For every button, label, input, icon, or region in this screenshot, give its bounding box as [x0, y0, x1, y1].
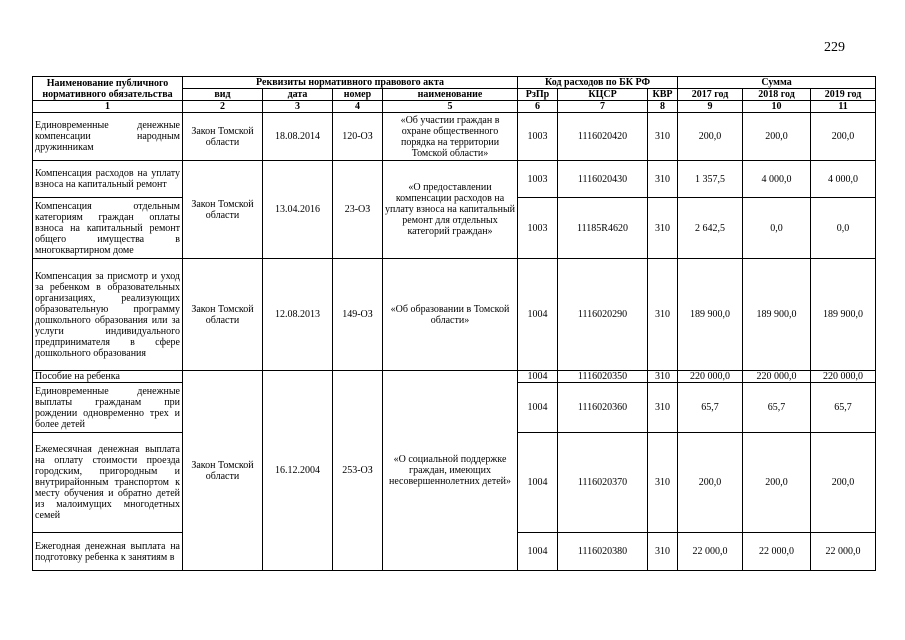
kvr-cell: 310 [648, 259, 678, 371]
rzpr-cell: 1004 [518, 259, 558, 371]
col-number: 8 [648, 101, 678, 113]
sum-2019: 4 000,0 [811, 161, 876, 198]
kcsr-cell: 1116020370 [558, 433, 648, 533]
header-act-title: наименование [383, 89, 518, 101]
col-number: 10 [743, 101, 811, 113]
act-number: 253-ОЗ [333, 371, 383, 571]
sum-2017: 1 357,5 [678, 161, 743, 198]
header-2017: 2017 год [678, 89, 743, 101]
kvr-cell: 310 [648, 113, 678, 161]
act-number: 23-ОЗ [333, 161, 383, 259]
rzpr-cell: 1003 [518, 198, 558, 259]
sum-2018: 65,7 [743, 383, 811, 433]
kvr-cell: 310 [648, 161, 678, 198]
obligation-name: Единовременные денежные выплаты гражданам при рождении одновременно трех и более детей [33, 383, 183, 433]
sum-2018: 220 000,0 [743, 371, 811, 383]
act-kind: Закон Томской области [183, 161, 263, 259]
kvr-cell: 310 [648, 198, 678, 259]
col-number: 4 [333, 101, 383, 113]
header-sum-group: Сумма [678, 77, 876, 89]
act-kind: Закон Томской области [183, 113, 263, 161]
obligation-name: Ежемесячная денежная выплата на оплату стоимости проезда городским, пригородным и внутрирайонным транспортом к месту обучения и обратно детей из малоимущих многодетных семей [33, 433, 183, 533]
kcsr-cell: 1116020290 [558, 259, 648, 371]
rzpr-cell: 1004 [518, 371, 558, 383]
obligation-name: Пособие на ребенка [33, 371, 183, 383]
kvr-cell: 310 [648, 533, 678, 571]
kvr-cell: 310 [648, 371, 678, 383]
obligation-name: Компенсация расходов на уплату взноса на капитальный ремонт [33, 161, 183, 198]
obligation-name: Ежегодная денежная выплата на подготовку ребенка к занятиям в [33, 533, 183, 571]
kcsr-cell: 1116020430 [558, 161, 648, 198]
sum-2017: 220 000,0 [678, 371, 743, 383]
rzpr-cell: 1003 [518, 113, 558, 161]
kcsr-cell: 1116020380 [558, 533, 648, 571]
header-act-date: дата [263, 89, 333, 101]
sum-2019: 189 900,0 [811, 259, 876, 371]
header-kcsr: КЦСР [558, 89, 648, 101]
act-number: 149-ОЗ [333, 259, 383, 371]
act-title: «Об образовании в Томской области» [383, 259, 518, 371]
header-code-group: Код расходов по БК РФ [518, 77, 678, 89]
col-number: 11 [811, 101, 876, 113]
col-number: 3 [263, 101, 333, 113]
act-date: 16.12.2004 [263, 371, 333, 571]
act-date: 12.08.2013 [263, 259, 333, 371]
kcsr-cell: 11185R4620 [558, 198, 648, 259]
sum-2018: 189 900,0 [743, 259, 811, 371]
header-obligation: Наименование публичного нормативного обязательства [33, 77, 183, 101]
kcsr-cell: 1116020420 [558, 113, 648, 161]
sum-2017: 22 000,0 [678, 533, 743, 571]
header-act-group: Реквизиты нормативного правового акта [183, 77, 518, 89]
header-2018: 2018 год [743, 89, 811, 101]
sum-2017: 65,7 [678, 383, 743, 433]
col-number: 7 [558, 101, 648, 113]
kcsr-cell: 1116020360 [558, 383, 648, 433]
act-date: 18.08.2014 [263, 113, 333, 161]
act-date: 13.04.2016 [263, 161, 333, 259]
act-title: «О социальной поддержке граждан, имеющих несовершеннолетних детей» [383, 371, 518, 571]
obligation-name: Компенсация за присмотр и уход за ребенком в образовательных организациях, реализующих образовательную программу дошкольного образования или за услуги индивидуального предпринимателя в сфере дошкольного образования [33, 259, 183, 371]
header-rzpr: РзПр [518, 89, 558, 101]
col-number: 1 [33, 101, 183, 113]
obligation-name: Единовременные денежные компенсации народным дружинникам [33, 113, 183, 161]
rzpr-cell: 1004 [518, 383, 558, 433]
rzpr-cell: 1004 [518, 433, 558, 533]
header-act-number: номер [333, 89, 383, 101]
act-kind: Закон Томской области [183, 259, 263, 371]
kvr-cell: 310 [648, 433, 678, 533]
obligations-table [32, 76, 876, 571]
header-act-kind: вид [183, 89, 263, 101]
sum-2019: 22 000,0 [811, 533, 876, 571]
kcsr-cell: 1116020350 [558, 371, 648, 383]
sum-2018: 200,0 [743, 113, 811, 161]
act-title: «О предоставлении компенсации расходов на уплату взноса на капитальный ремонт для отдельных категорий граждан» [383, 161, 518, 259]
act-kind: Закон Томской области [183, 371, 263, 571]
sum-2018: 4 000,0 [743, 161, 811, 198]
sum-2019: 65,7 [811, 383, 876, 433]
sum-2018: 22 000,0 [743, 533, 811, 571]
header-kvr: КВР [648, 89, 678, 101]
sum-2019: 200,0 [811, 113, 876, 161]
col-number: 9 [678, 101, 743, 113]
sum-2017: 200,0 [678, 433, 743, 533]
act-number: 120-ОЗ [333, 113, 383, 161]
rzpr-cell: 1003 [518, 161, 558, 198]
sum-2019: 200,0 [811, 433, 876, 533]
rzpr-cell: 1004 [518, 533, 558, 571]
col-number: 2 [183, 101, 263, 113]
col-number: 5 [383, 101, 518, 113]
act-title: «Об участии граждан в охране общественного порядка на территории Томской области» [383, 113, 518, 161]
sum-2018: 0,0 [743, 198, 811, 259]
header-2019: 2019 год [811, 89, 876, 101]
sum-2017: 189 900,0 [678, 259, 743, 371]
sum-2019: 220 000,0 [811, 371, 876, 383]
obligation-name: Компенсация отдельным категориям граждан оплаты взноса на капитальный ремонт общего имущества в многоквартирном доме [33, 198, 183, 259]
col-number: 6 [518, 101, 558, 113]
sum-2017: 2 642,5 [678, 198, 743, 259]
page-number: 229 [824, 40, 845, 55]
sum-2018: 200,0 [743, 433, 811, 533]
kvr-cell: 310 [648, 383, 678, 433]
sum-2017: 200,0 [678, 113, 743, 161]
sum-2019: 0,0 [811, 198, 876, 259]
